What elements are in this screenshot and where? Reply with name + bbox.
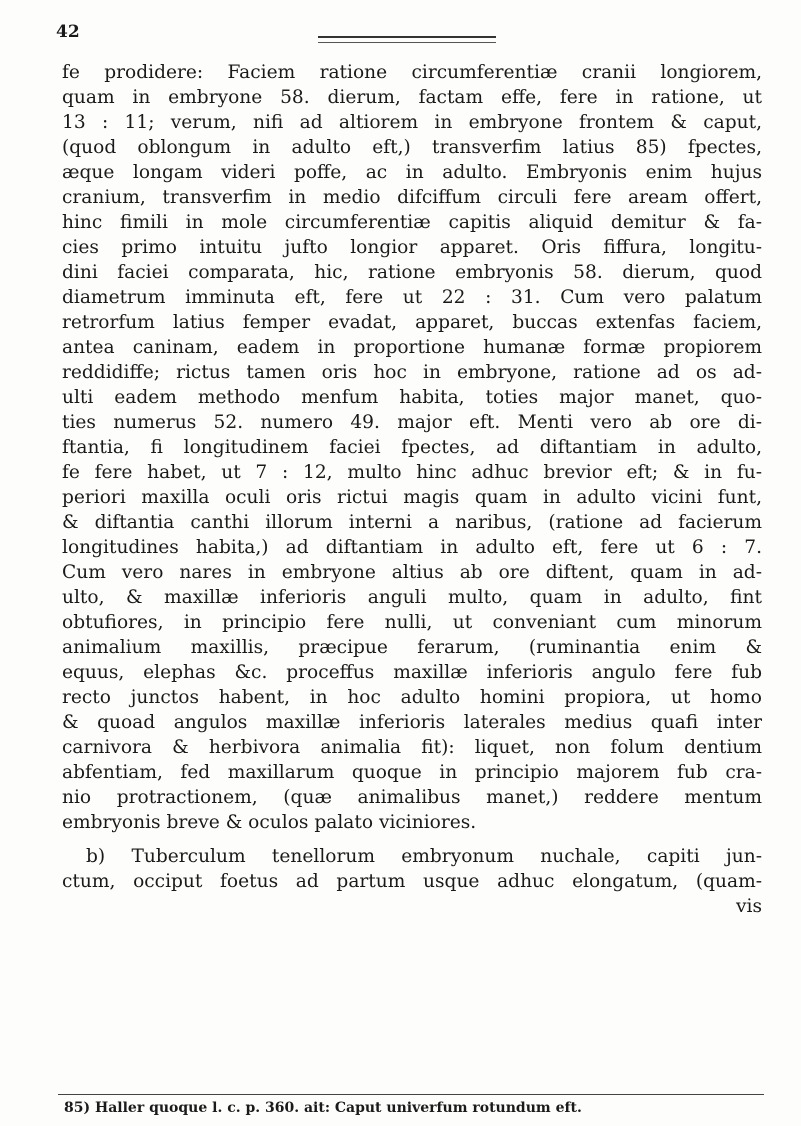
text-line: longitudines habita,) ad diftantiam in adulto eft, fere ut 6 : 7. <box>62 537 762 558</box>
text-line: ctum, occiput foetus ad partum usque adhuc elongatum, (quam- <box>62 871 762 892</box>
page-number: 42 <box>56 22 80 42</box>
text-line: fe prodidere: Faciem ratione circumferentiæ cranii longiorem, <box>62 62 762 83</box>
text-line: quam in embryone 58. dierum, factam effe, fere in ratione, ut <box>62 87 762 108</box>
footnote-rule <box>58 1094 764 1095</box>
text-line: animalium maxillis, præcipue ferarum, (ruminantia enim & <box>62 637 762 658</box>
text-line: obtufiores, in principio fere nulli, ut conveniant cum minorum <box>62 612 762 633</box>
header-rule <box>318 36 496 43</box>
text-line: antea caninam, eadem in proportione humanæ formæ propiorem <box>62 337 762 358</box>
text-line: (quod oblongum in adulto eft,) transverfim latius 85) fpectes, <box>62 137 762 158</box>
text-line: carnivora & herbivora animalia fit): liquet, non folum dentium <box>62 737 762 758</box>
text-line: periori maxilla oculi oris rictui magis quam in adulto vicini funt, <box>62 487 762 508</box>
text-line: hinc fimili in mole circumferentiæ capitis aliquid demitur & fa- <box>62 212 762 233</box>
text-line: dini faciei comparata, hic, ratione embryonis 58. dierum, quod <box>62 262 762 283</box>
text-line: ulto, & maxillæ inferioris anguli multo, quam in adulto, fint <box>62 587 762 608</box>
text-line: fe fere habet, ut 7 : 12, multo hinc adhuc brevior eft; & in fu- <box>62 462 762 483</box>
catchword: vis <box>736 896 762 917</box>
text-line: reddidiffe; rictus tamen oris hoc in embryone, ratione ad os ad- <box>62 362 762 383</box>
text-line: embryonis breve & oculos palato viciniores. <box>62 812 477 833</box>
paragraph-2 <box>62 844 762 919</box>
text-line: recto junctos habent, in hoc adulto homini propiora, ut homo <box>62 687 762 708</box>
paragraph-gap <box>62 835 762 844</box>
text-line: retrorfum latius femper evadat, apparet, buccas extenfas faciem, <box>62 312 762 333</box>
footnote: 85) Haller quoque l. c. p. 360. ait: Caput univerfum rotundum eft. <box>64 1100 582 1116</box>
body-text <box>62 60 762 919</box>
text-line: ftantia, fi longitudinem faciei fpectes, ad diftantiam in adulto, <box>62 437 762 458</box>
text-line: & diftantia canthi illorum interni a naribus, (ratione ad facierum <box>62 512 762 533</box>
text-line: nio protractionem, (quæ animalibus manet,) reddere mentum <box>62 787 762 808</box>
text-line: æque longam videri poffe, ac in adulto. Embryonis enim hujus <box>62 162 762 183</box>
text-line: b) Tuberculum tenellorum embryonum nuchale, capiti jun- <box>86 846 762 867</box>
text-line: cranium, transverfim in medio difciffum circuli fere aream offert, <box>62 187 762 208</box>
text-line: ulti eadem methodo menfum habita, toties major manet, quo- <box>62 387 762 408</box>
text-line: abfentiam, fed maxillarum quoque in principio majorem fub cra- <box>62 762 762 783</box>
text-line: 13 : 11; verum, nifi ad altiorem in embryone frontem & caput, <box>62 112 762 133</box>
text-line: equus, elephas &c. proceffus maxillæ inferioris angulo fere fub <box>62 662 762 683</box>
text-line: Cum vero nares in embryone altius ab ore diftent, quam in ad- <box>62 562 762 583</box>
text-line: ties numerus 52. numero 49. major eft. Menti vero ab ore di- <box>62 412 762 433</box>
paragraph-1 <box>62 60 762 835</box>
text-line: & quoad angulos maxillæ inferioris laterales medius quafi inter <box>62 712 762 733</box>
text-line: cies primo intuitu jufto longior apparet. Oris fiffura, longitu- <box>62 237 762 258</box>
text-line: diametrum imminuta eft, fere ut 22 : 31. Cum vero palatum <box>62 287 762 308</box>
